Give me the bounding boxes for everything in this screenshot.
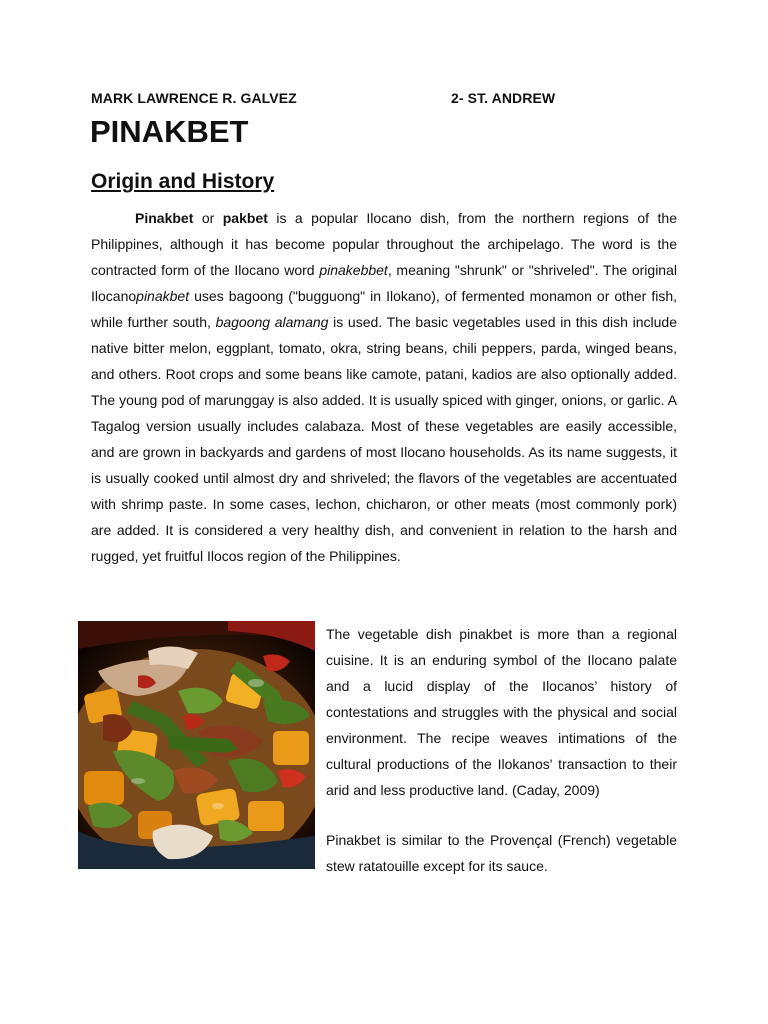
text-segment: uses bagoong ("bugguong" in Ilokano), of fermented monamon or other fish, while further south, bbox=[91, 288, 677, 330]
term-pakbet: pakbet bbox=[222, 210, 268, 226]
text-segment: is a popular Ilocano dish, from the northern regions of the Philippines, although it has become popular throughout the archipelago. The word is the contracted form of the Ilocano word bbox=[91, 210, 677, 278]
pinakbet-dish-photo bbox=[78, 621, 315, 869]
class-section: 2- ST. ANDREW bbox=[451, 90, 556, 106]
or-text: or bbox=[193, 210, 223, 226]
term-pinakbet: Pinakbet bbox=[135, 210, 194, 226]
italic-term: pinakebbet bbox=[319, 262, 388, 278]
text-segment: , meaning "shrunk" or "shriveled". The original Ilocano bbox=[91, 262, 677, 304]
comparison-paragraph: Pinakbet is similar to the Provençal (French) vegetable stew ratatouille except for its sauce. bbox=[326, 832, 677, 874]
document-title: PINAKBET bbox=[90, 114, 249, 149]
intro-paragraph bbox=[91, 205, 677, 569]
author-name: MARK LAWRENCE R. GALVEZ bbox=[91, 90, 297, 106]
italic-term: pinakbet bbox=[136, 288, 190, 304]
cultural-paragraph: The vegetable dish pinakbet is more than a regional cuisine. It is an enduring symbol of the Ilocano palate and a lucid display of the Ilocanos’ history of contestations and struggles with the physical and social environment. The recipe weaves intimations of the cultural productions of the Ilokanos' transaction to their arid and less productive land. (Caday, 2009) bbox=[326, 626, 677, 798]
text-segment: is used. The basic vegetables used in this dish include native bitter melon, eggplant, tomato, okra, string beans, chili peppers, parda, winged beans, and others. Root crops and some beans like camote, patani, kadios are also optionally added. The young pod of marunggay is also added. It is usually spiced with ginger, onions, or garlic. A Tagalog version usually includes calabaza. Most of these vegetables are easily accessible, and are grown in backyards and gardens of most Ilocano households. As its name suggests, it is usually cooked until almost dry and shriveled; the flavors of the vegetables are accentuated with shrimp paste. In some cases, lechon, chicharon, or other meats (most commonly pork) are added. It is considered a very healthy dish, and convenient in relation to the harsh and rugged, yet fruitful Ilocos region of the Philippines. bbox=[91, 314, 677, 564]
section-heading: Origin and History bbox=[91, 170, 275, 193]
italic-term: bagoong alamang bbox=[215, 314, 329, 330]
